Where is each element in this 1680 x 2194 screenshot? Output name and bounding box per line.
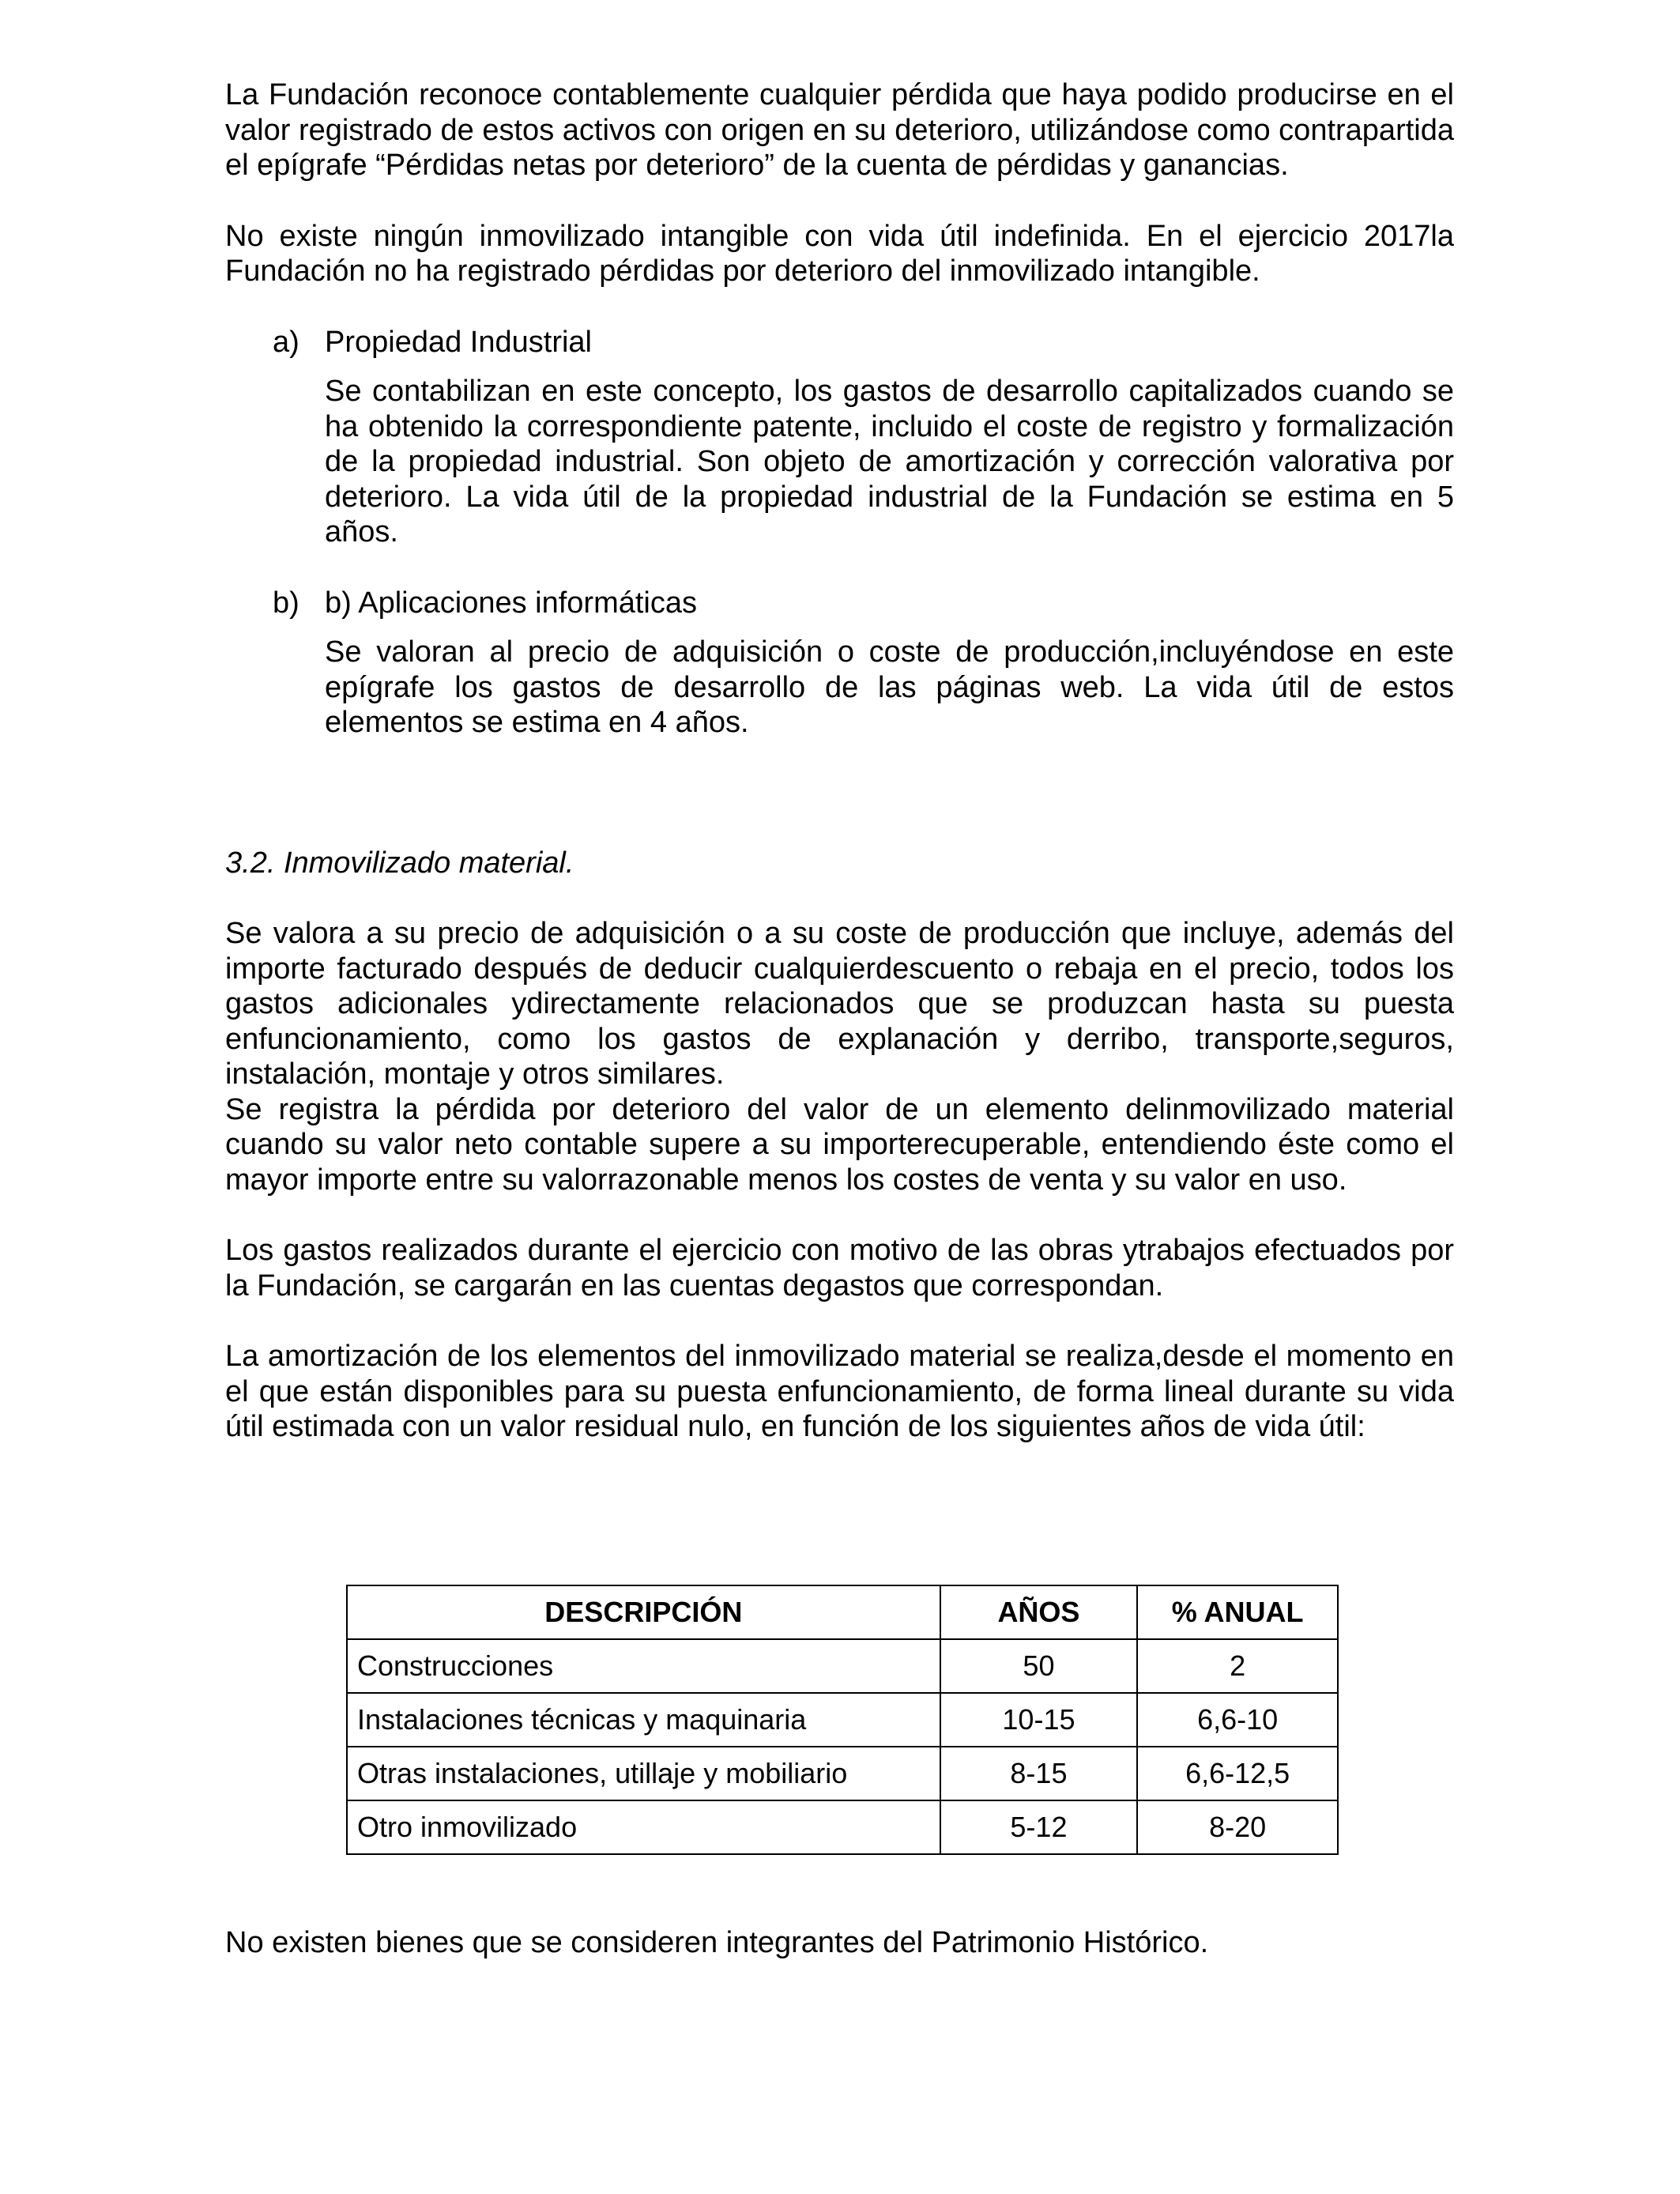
section-paragraph-3: La amortización de los elementos del inmovilizado material se realiza,desde el momento en el que están disponibles para su puesta enfuncionamiento, de forma lineal durante su vida útil estimada con un valor residual nulo, en función de los siguientes años de vida útil: <box>225 1340 1454 1443</box>
intro-paragraph-1: La Fundación reconoce contablemente cualquier pérdida que haya podido producirse en el valor registrado de estos activos con origen en su deterioro, utilizándose como contrapartida el epígrafe “Pérdidas netas por deterioro” de la cuenta de pérdidas y ganancias. <box>225 78 1454 182</box>
header-descripcion: DESCRIPCIÓN <box>347 1585 940 1639</box>
list-item-body: Se valoran al precio de adquisición o coste de producción,incluyéndose en este epígrafe los gastos de desarrollo de las páginas web. La vida útil de estos elementos se estima en 4 años. <box>325 635 1454 739</box>
cell-descripcion: Otro inmovilizado <box>347 1800 940 1854</box>
section-paragraph-1a: Se valora a su precio de adquisición o a su coste de producción que incluye, además del importe facturado después de deducir cualquierdescuento o rebaja en el precio, todos los gastos adicionales ydirectamente relacionados que se produzcan hasta su puesta enfuncionamiento, como los gastos de explanación y derribo, transporte,seguros, instalación, montaje y otros similares. <box>225 917 1454 1091</box>
list-marker: b) <box>273 586 299 620</box>
list-item-body: Se contabilizan en este concepto, los gastos de desarrollo capitalizados cuando se ha obtenido la correspondiente patente, incluido el coste de registro y formalización de la propiedad industrial. Son objeto de amortización y corrección valorativa por deterioro. La vida útil de la propiedad industrial de la Fundación se estima en 5 años. <box>325 375 1454 548</box>
cell-porcentaje: 6,6-12,5 <box>1137 1747 1338 1800</box>
list-item-title: Propiedad Industrial <box>325 325 592 359</box>
table-row <box>347 1747 1338 1800</box>
list-item-title: b) Aplicaciones informáticas <box>325 586 697 620</box>
cell-anos: 8-15 <box>940 1747 1138 1800</box>
list-marker: a) <box>273 325 299 359</box>
header-porcentaje-anual: % ANUAL <box>1137 1585 1338 1639</box>
section-title: 3.2. Inmovilizado material. <box>225 846 574 880</box>
table-row <box>347 1800 1338 1854</box>
cell-porcentaje: 6,6-10 <box>1137 1693 1338 1747</box>
header-anos: AÑOS <box>940 1585 1138 1639</box>
table-header-row <box>347 1585 1338 1639</box>
section-paragraph-1b: Se registra la pérdida por deterioro del valor de un elemento delinmovilizado material cuando su valor neto contable supere a su importerecuperable, entendiendo éste como el mayor importe entre su valorrazonable menos los costes de venta y su valor en uso. <box>225 1092 1454 1197</box>
document-page <box>225 77 1454 1445</box>
cell-descripcion: Instalaciones técnicas y maquinaria <box>347 1693 940 1747</box>
cell-porcentaje: 8-20 <box>1137 1800 1338 1854</box>
table-row <box>347 1639 1338 1693</box>
section-paragraph-2: Los gastos realizados durante el ejercicio con motivo de las obras ytrabajos efectuados por la Fundación, se cargarán en las cuentas degastos que correspondan. <box>225 1234 1454 1302</box>
cell-anos: 5-12 <box>940 1800 1138 1854</box>
cell-descripcion: Otras instalaciones, utillaje y mobiliario <box>347 1747 940 1800</box>
list-item-propiedad-industrial <box>273 325 1454 550</box>
cell-porcentaje: 2 <box>1137 1639 1338 1693</box>
cell-anos: 10-15 <box>940 1693 1138 1747</box>
table-row <box>347 1693 1338 1747</box>
intro-paragraph-2: No existe ningún inmovilizado intangible con vida útil indefinida. En el ejercicio 2017la Fundación no ha registrado pérdidas por deterioro del inmovilizado intangible. <box>225 219 1454 288</box>
cell-anos: 50 <box>940 1639 1138 1693</box>
footer-note: No existen bienes que se consideren integrantes del Patrimonio Histórico. <box>225 1926 1209 1959</box>
cell-descripcion: Construcciones <box>347 1639 940 1693</box>
useful-life-table <box>346 1585 1339 1855</box>
list-item-aplicaciones-informaticas <box>273 586 1454 741</box>
